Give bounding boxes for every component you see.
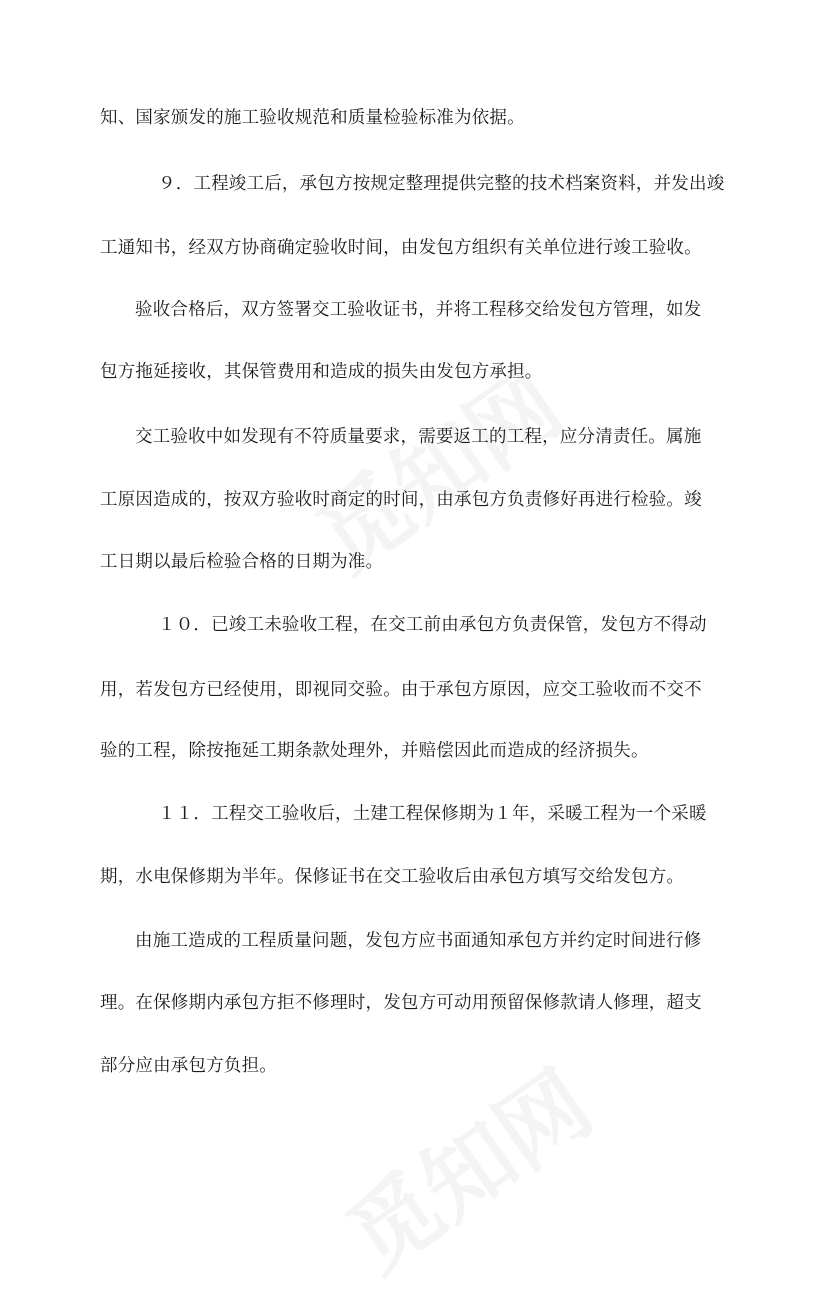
text-line: 验的工程，除按拖延工期条款处理外，并赔偿因此而造成的经济损失。: [100, 741, 649, 761]
text-line: 工原因造成的，按双方验收时商定的时间，由承包方负责修好再进行检验。竣: [100, 490, 702, 510]
text-line: 知、国家颁发的施工验收规范和质量检验标准为依据。: [100, 108, 525, 128]
text-line: ９．工程竣工后，承包方按规定整理提供完整的技术档案资料，并发出竣: [158, 174, 725, 194]
text-line: 部分应由承包方负担。: [100, 1056, 277, 1076]
text-line: １１．工程交工验收后，土建工程保修期为１年，采暖工程为一个采暖: [158, 804, 707, 824]
text-line: 包方拖延接收，其保管费用和造成的损失由发包方承担。: [100, 362, 543, 382]
text-line: 工日期以最后检验合格的日期为准。: [100, 552, 384, 572]
text-line: 理。在保修期内承包方拒不修理时，发包方可动用预留保修款请人修理，超支: [100, 993, 702, 1013]
text-line: １０．已竣工未验收工程，在交工前由承包方负责保管，发包方不得动: [158, 615, 707, 635]
text-line: 用，若发包方已经使用，即视同交验。由于承包方原因，应交工验收而不交不: [100, 680, 702, 700]
text-line: 工通知书，经双方协商确定验收时间，由发包方组织有关单位进行竣工验收。: [100, 238, 702, 258]
text-line: 期，水电保修期为半年。保修证书在交工验收后由承包方填写交给发包方。: [100, 867, 685, 887]
text-line: 由施工造成的工程质量问题，发包方应书面通知承包方并约定时间进行修: [135, 931, 702, 951]
text-line: 交工验收中如发现有不符质量要求，需要返工的工程，应分清责任。属施: [135, 427, 702, 447]
text-line: 验收合格后，双方签署交工验收证书，并将工程移交给发包方管理，如发: [135, 300, 702, 320]
